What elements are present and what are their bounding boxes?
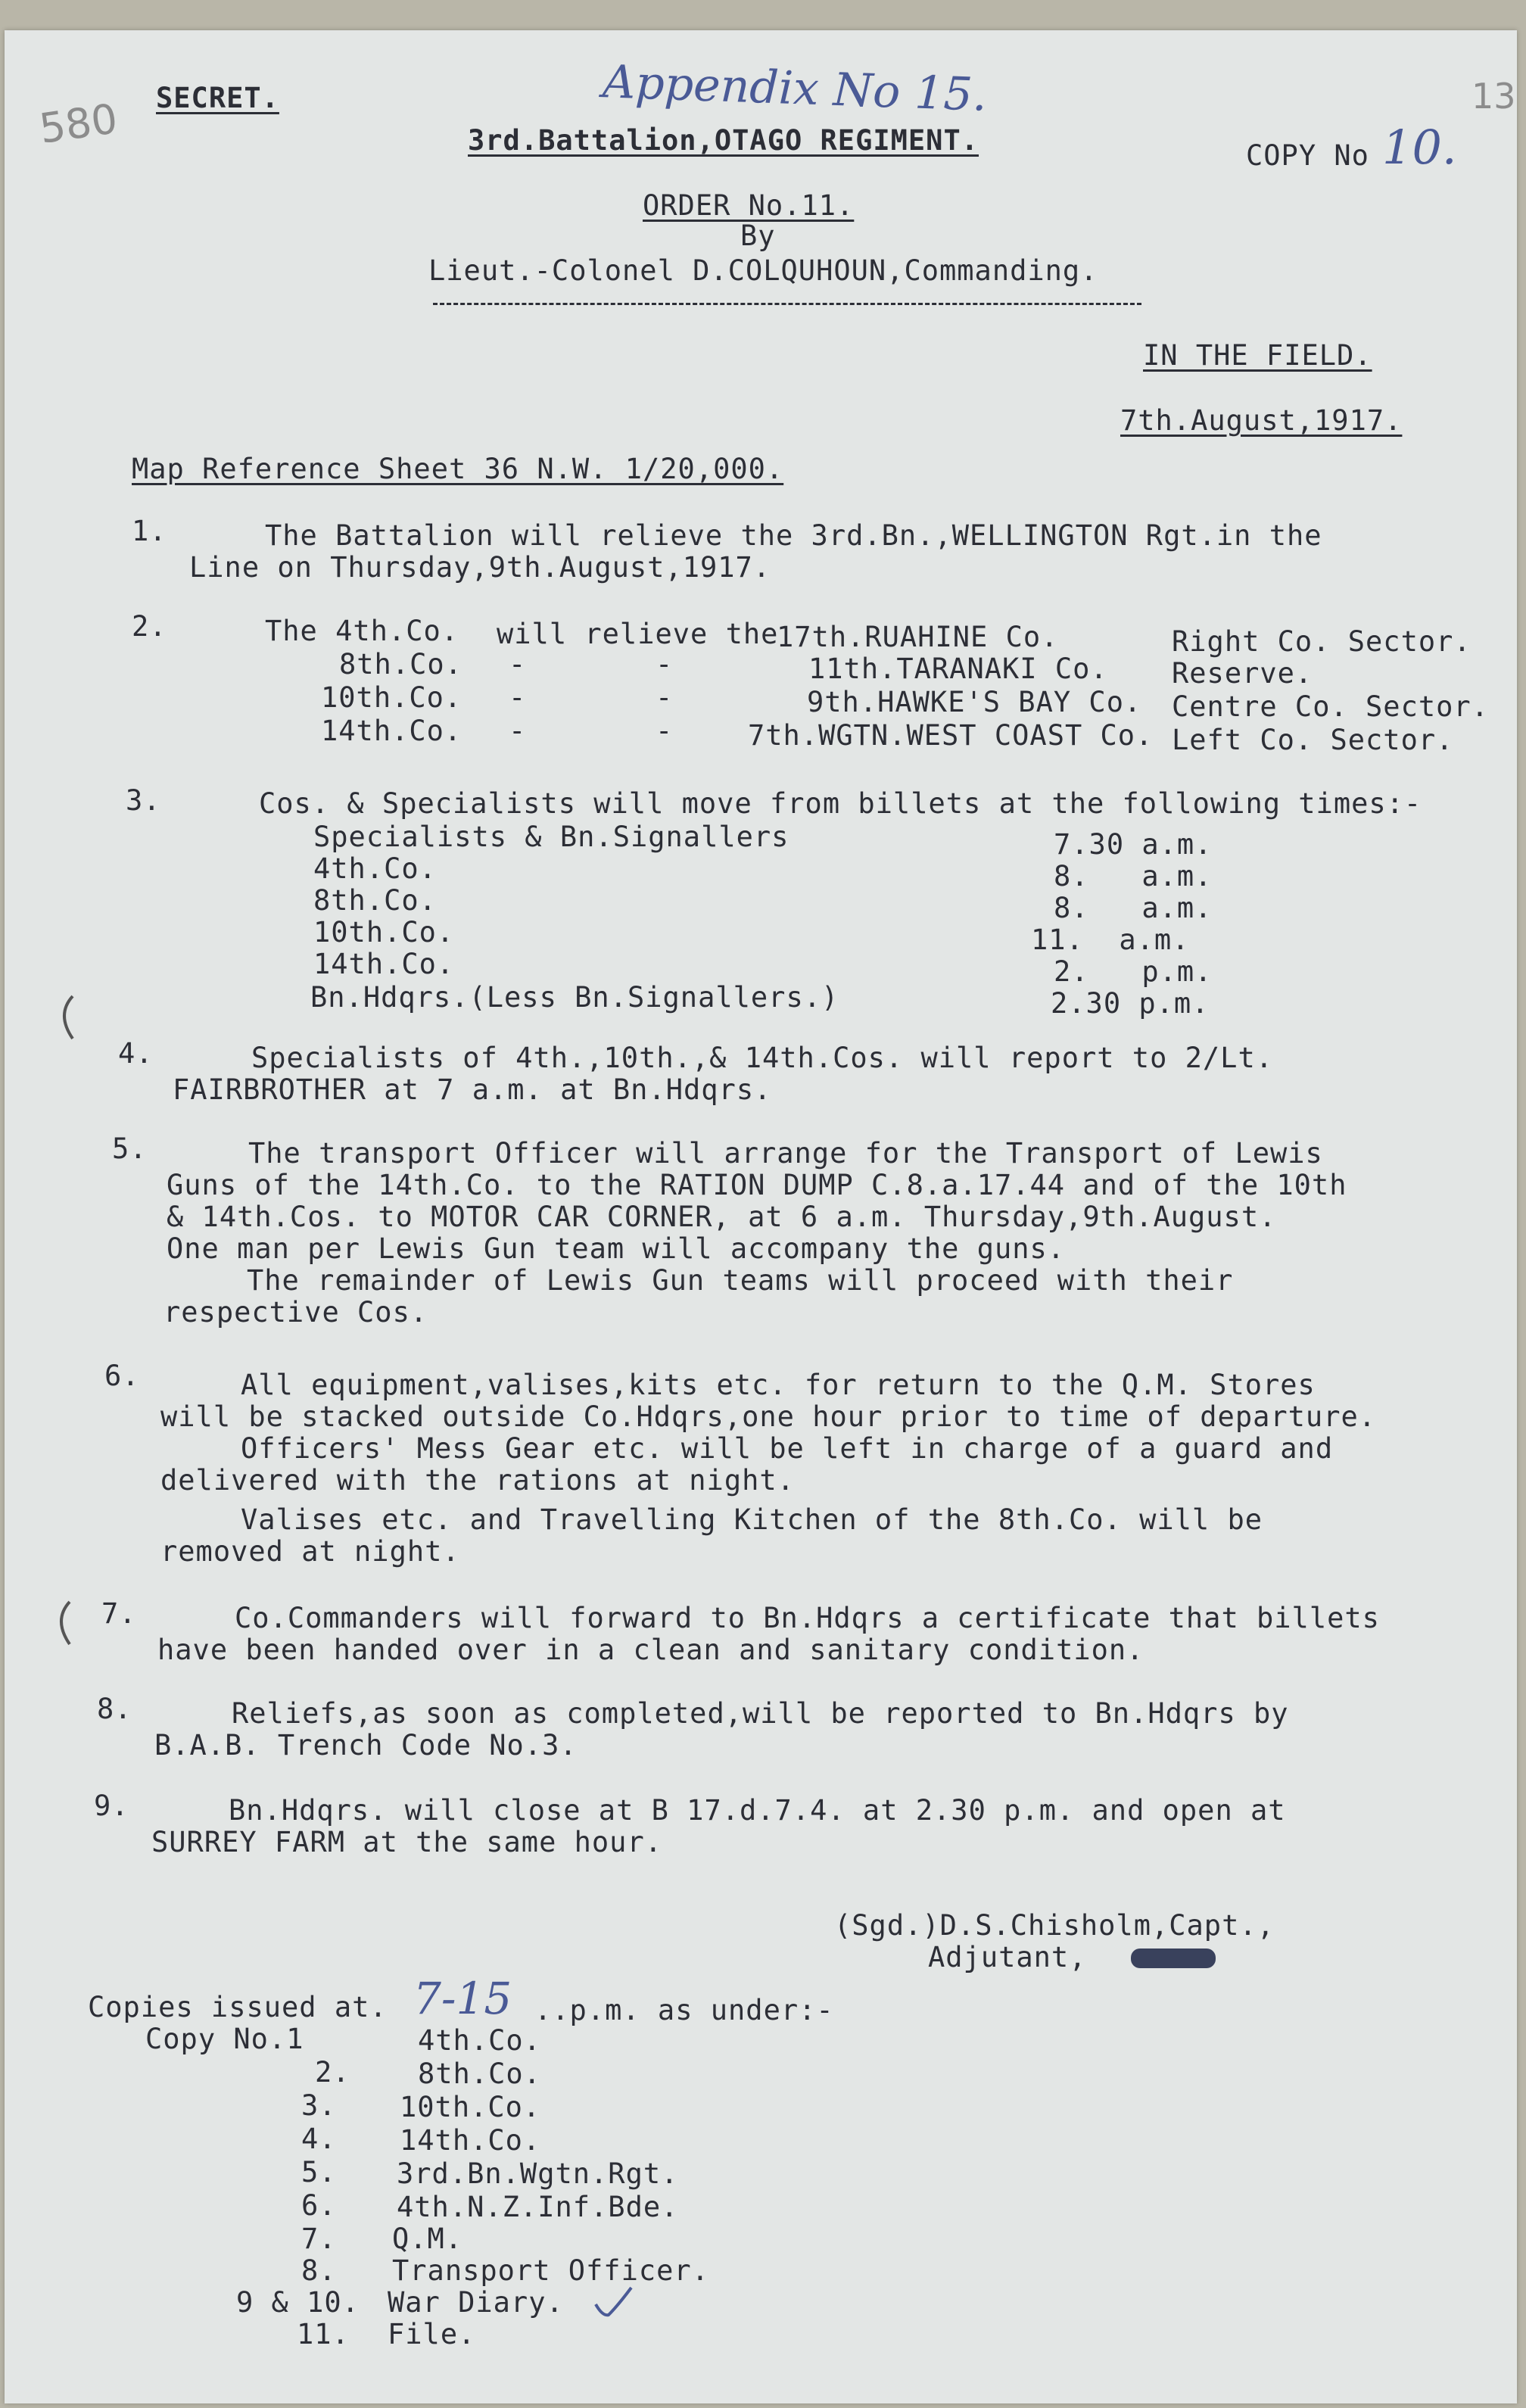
schedule-unit: 10th.Co. [313, 916, 455, 949]
ditto-mark: - [509, 715, 527, 747]
relief-unit: 14th.Co. [321, 715, 462, 747]
para-number: 6. [104, 1360, 140, 1392]
para1-line: Line on Thursday,9th.August,1917. [189, 551, 771, 584]
ditto-mark: - [656, 715, 674, 747]
para5-line: Guns of the 14th.Co. to the RATION DUMP C.8.a.17.44 and of the 10th [167, 1169, 1347, 1201]
copy-number: 3. [301, 2089, 337, 2122]
copy-number-handwritten: 10. [1382, 120, 1457, 175]
para5-line: & 14th.Cos. to MOTOR CAR CORNER, at 6 a.m. Thursday,9th.August. [167, 1201, 1277, 1233]
relief-sector: Right Co. Sector. [1172, 625, 1472, 658]
copy-number: 11. [297, 2318, 350, 2350]
para6-line: delivered with the rations at night. [160, 1464, 795, 1497]
copy-recipient: 4th.N.Z.Inf.Bde. [397, 2191, 679, 2223]
relief-sector: Centre Co. Sector. [1172, 690, 1489, 723]
schedule-unit: Bn.Hdqrs.(Less Bn.Signallers.) [310, 981, 839, 1014]
copy-list-label: Copy No.1 [145, 2023, 304, 2055]
relief-unit: 10th.Co. [321, 681, 462, 714]
schedule-time: 11. a.m. [1031, 924, 1190, 956]
copy-number: 9 & 10. [236, 2286, 360, 2319]
para9-line: SURREY FARM at the same hour. [151, 1826, 663, 1858]
signature-title: Adjutant, [928, 1941, 1087, 1973]
appendix-handwritten: Appendix No 15. [601, 55, 988, 122]
relieved-company: 17th.RUAHINE Co. [777, 621, 1059, 653]
para-number: 5. [112, 1132, 148, 1165]
para7-line: Co.Commanders will forward to Bn.Hdqrs a certificate that billets [235, 1602, 1380, 1634]
ditto-mark: - [509, 681, 527, 714]
schedule-time: 7.30 a.m. [1054, 828, 1213, 861]
para4-line: Specialists of 4th.,10th.,& 14th.Cos. will report to 2/Lt. [251, 1042, 1274, 1074]
para-number: 2. [132, 610, 167, 643]
schedule-time: 2. p.m. [1054, 955, 1213, 988]
date-line: 7th.August,1917. [1120, 404, 1403, 437]
relieved-company: 9th.HAWKE'S BAY Co. [807, 686, 1142, 718]
copy-number: 6. [301, 2189, 337, 2222]
para8-line: B.A.B. Trench Code No.3. [154, 1729, 578, 1762]
relieved-company: 11th.TARANAKI Co. [808, 653, 1108, 685]
relieved-company: 7th.WGTN.WEST COAST Co. [748, 719, 1154, 752]
schedule-unit: 8th.Co. [313, 884, 437, 917]
copy-label: COPY No [1246, 139, 1369, 172]
document-sheet [5, 30, 1517, 2403]
copy-recipient: War Diary. [388, 2286, 564, 2319]
copy-number: 5. [301, 2156, 337, 2188]
para4-line: FAIRBROTHER at 7 a.m. at Bn.Hdqrs. [173, 1073, 772, 1106]
para6-line: will be stacked outside Co.Hdqrs,one hour prior to time of departure. [160, 1400, 1377, 1433]
para-number: 1. [132, 515, 167, 547]
relief-sector: Reserve. [1172, 657, 1313, 690]
map-reference: Map Reference Sheet 36 N.W. 1/20,000. [132, 453, 784, 485]
copy-recipient: File. [388, 2318, 476, 2350]
order-by: By [740, 220, 776, 252]
location-line: IN THE FIELD. [1143, 339, 1372, 372]
order-number: ORDER No.11. [643, 189, 855, 222]
redaction-mark [1131, 1949, 1216, 1968]
para7-line: have been handed over in a clean and sanitary condition. [157, 1634, 1144, 1666]
para6-line: All equipment,valises,kits etc. for return to the Q.M. Stores [241, 1369, 1316, 1401]
margin-bracket-icon [47, 1597, 77, 1650]
para-number: 9. [94, 1790, 129, 1822]
copy-number: 7. [301, 2223, 337, 2255]
para6-line: removed at night. [160, 1535, 460, 1568]
para5-line: The remainder of Lewis Gun teams will proceed with their [247, 1264, 1234, 1297]
copies-intro-suffix: ..p.m. as under:- [534, 1994, 834, 2026]
relief-unit: 8th.Co. [339, 648, 462, 681]
schedule-time: 2.30 p.m. [1051, 987, 1210, 1020]
para-number: 7. [101, 1597, 137, 1630]
para5-line: The transport Officer will arrange for the Transport of Lewis [248, 1137, 1323, 1170]
secret-heading: SECRET. [156, 82, 279, 114]
para3-intro: Cos. & Specialists will move from billets at the following times:- [259, 787, 1422, 820]
copy-recipient: 10th.Co. [400, 2091, 541, 2123]
copy-recipient: 14th.Co. [400, 2124, 541, 2157]
copy-recipient: 8th.Co. [418, 2058, 541, 2090]
relief-action: will relieve the [497, 618, 779, 650]
relief-unit: The 4th.Co. [265, 615, 459, 647]
page-number-right: 13 [1472, 76, 1516, 117]
copy-recipient: 3rd.Bn.Wgtn.Rgt. [397, 2157, 679, 2190]
schedule-unit: 4th.Co. [313, 852, 437, 885]
copies-time-handwritten: 7-15 [413, 1973, 512, 2024]
copies-intro-prefix: Copies issued at. [88, 1991, 388, 2023]
para6-line: Valises etc. and Travelling Kitchen of the 8th.Co. will be [241, 1503, 1263, 1536]
ditto-mark: - [656, 681, 674, 714]
para6-line: Officers' Mess Gear etc. will be left in charge of a guard and [241, 1432, 1334, 1465]
para-number: 8. [97, 1693, 132, 1725]
para9-line: Bn.Hdqrs. will close at B 17.d.7.4. at 2.30 p.m. and open at [229, 1794, 1286, 1827]
schedule-time: 8. a.m. [1054, 892, 1213, 924]
copy-recipient: Transport Officer. [392, 2254, 709, 2287]
schedule-time: 8. a.m. [1054, 860, 1213, 892]
para5-line: respective Cos. [164, 1296, 428, 1329]
copy-number: 4. [301, 2123, 337, 2155]
battalion-title: 3rd.Battalion,OTAGO REGIMENT. [468, 124, 979, 157]
schedule-unit: Specialists & Bn.Signallers [313, 821, 789, 853]
signature-name: (Sgd.)D.S.Chisholm,Capt., [834, 1909, 1275, 1942]
checkmark-icon [592, 2283, 637, 2321]
relief-sector: Left Co. Sector. [1172, 724, 1454, 756]
copy-number: 8. [301, 2254, 337, 2287]
divider-dashed [433, 303, 1141, 305]
para1-line: The Battalion will relieve the 3rd.Bn.,WELLINGTON Rgt.in the [265, 519, 1322, 552]
para-number: 4. [118, 1037, 154, 1070]
page-number-pencil: 580 [36, 95, 120, 153]
schedule-unit: 14th.Co. [313, 948, 455, 980]
para-number: 3. [126, 784, 161, 817]
ditto-mark: - [509, 648, 527, 681]
copy-recipient: Q.M. [392, 2223, 463, 2255]
copy-number: 2. [315, 2056, 350, 2089]
para5-line: One man per Lewis Gun team will accompany the guns. [167, 1232, 1066, 1265]
margin-bracket-icon [50, 992, 80, 1045]
para8-line: Reliefs,as soon as completed,will be reported to Bn.Hdqrs by [232, 1697, 1289, 1730]
commander-line: Lieut.-Colonel D.COLQUHOUN,Commanding. [428, 254, 1098, 287]
ditto-mark: - [656, 648, 674, 681]
copy-recipient: 4th.Co. [418, 2024, 541, 2057]
